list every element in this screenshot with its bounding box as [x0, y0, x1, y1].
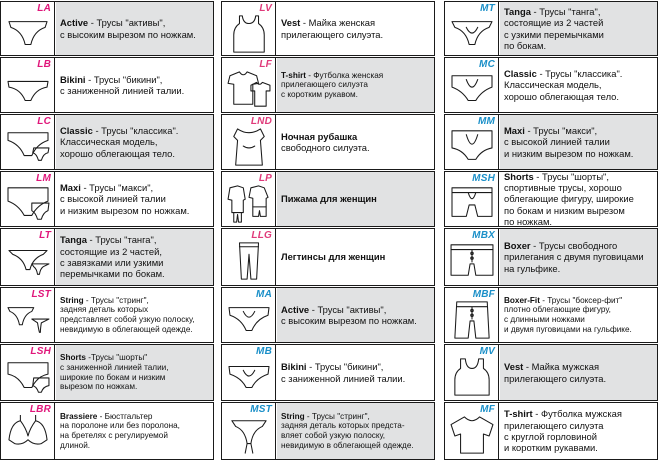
product-name: Bikini	[281, 361, 307, 373]
product-code: LV	[259, 3, 272, 14]
briefs-tanga-icon	[4, 241, 52, 281]
column-women-briefs	[0, 0, 214, 461]
product-description	[56, 58, 213, 112]
product-text	[281, 361, 405, 384]
product-thumbnail	[445, 229, 499, 285]
product-thumbnail	[1, 172, 55, 226]
product-text	[281, 131, 370, 154]
product-detail: - Трусы "танга", состоящие из 2 частей, с завязками или узкими перемычками по бокам.	[60, 234, 165, 280]
product-thumbnail	[1, 58, 55, 112]
product-text	[60, 182, 189, 216]
product-name: Boxer-Fit	[504, 295, 540, 305]
product-thumbnail	[1, 288, 55, 342]
product-detail: - Футболка женская прилегающего силуэта с коротким рукавом.	[281, 70, 384, 99]
product-name: Classic	[504, 68, 537, 80]
product-row-mb	[221, 344, 435, 401]
product-detail: - Трусы "бикини", с заниженной линией талии.	[281, 361, 406, 384]
product-thumbnail	[1, 345, 55, 400]
product-thumbnail	[445, 115, 499, 169]
product-name: Maxi	[504, 125, 525, 137]
product-code: LM	[36, 173, 51, 184]
briefs-men-tanga-icon	[448, 14, 496, 54]
product-description	[56, 403, 213, 459]
product-description	[277, 2, 434, 55]
product-description	[500, 229, 657, 285]
product-text	[504, 296, 632, 334]
nightgown-icon	[225, 127, 273, 167]
product-thumbnail	[1, 2, 55, 55]
product-row-lst	[0, 287, 214, 343]
briefs-men-active-icon	[225, 300, 273, 340]
product-thumbnail	[445, 2, 499, 55]
product-code: LLG	[251, 230, 272, 241]
product-name: Active	[60, 17, 89, 29]
product-name: Shorts	[504, 171, 534, 182]
product-text	[60, 353, 169, 391]
product-text	[281, 71, 383, 100]
product-text	[60, 234, 165, 279]
product-detail: - Трусы "бикини", с заниженной линией талии.	[60, 73, 185, 96]
product-thumbnail	[445, 172, 499, 226]
briefs-maxi-icon	[4, 184, 52, 224]
product-code: MSH	[472, 173, 495, 184]
boxer-fit-icon	[448, 300, 496, 340]
product-name: Brassiere	[60, 411, 98, 421]
product-code: MF	[480, 404, 495, 415]
product-code: LA	[37, 3, 51, 14]
product-name: Bikini	[60, 73, 86, 85]
product-detail: - Трусы "стринг", задняя деталь которых представляет собой узкую полоску, невидимую в облегающей одежде.	[60, 295, 195, 334]
product-code: MBX	[472, 230, 495, 241]
product-text	[281, 17, 383, 40]
product-code: MA	[256, 289, 272, 300]
column-women-tops-men-briefs	[221, 0, 435, 461]
tank-top-icon	[225, 14, 273, 54]
boxer-shorts-icon	[448, 184, 496, 224]
product-thumbnail	[445, 403, 499, 459]
product-text	[281, 412, 414, 450]
product-code: LBR	[29, 404, 51, 415]
product-code: MBF	[472, 289, 495, 300]
product-row-lt	[0, 228, 214, 286]
product-row-lm	[0, 171, 214, 227]
product-description	[500, 2, 657, 55]
product-detail: - Трусы "макси", с высокой линией талии и низким вырезом по ножкам.	[504, 125, 634, 159]
product-detail: - Трусы "классика". Классическая модель, хорошо облегающая тело.	[60, 125, 179, 159]
product-text	[504, 68, 622, 102]
product-description	[56, 345, 213, 400]
tshirt-women-icon	[225, 70, 273, 110]
briefs-men-classic-icon	[448, 70, 496, 110]
product-row-lbr	[0, 402, 214, 460]
product-thumbnail	[222, 115, 276, 169]
briefs-active-icon	[4, 14, 52, 54]
leggings-icon	[225, 241, 273, 281]
product-row-lsh	[0, 344, 214, 401]
product-name: Boxer	[504, 240, 531, 252]
product-row-mv	[444, 344, 658, 401]
product-description	[500, 58, 657, 112]
product-description	[56, 172, 213, 226]
product-description	[277, 115, 434, 169]
tshirt-men-icon	[448, 415, 496, 455]
product-row-lc	[0, 114, 214, 170]
product-text	[504, 240, 644, 274]
brassiere-icon	[4, 415, 52, 455]
product-row-lb	[0, 57, 214, 113]
product-name: Легтинсы для женщин	[281, 251, 386, 263]
product-detail: - Трусы "танга", состоящие из 2 частей с узкими перемычками по бокам.	[504, 5, 604, 51]
product-detail: - Бюстгальтер на поролоне или без поролона, на бретелях с регулируемой длиной.	[60, 411, 180, 450]
product-name: Shorts	[60, 353, 86, 363]
product-name: String	[60, 295, 84, 305]
product-text	[281, 251, 385, 262]
product-detail: -Трусы "шорты" с заниженной линией талии, широкие по бокам и низким вырезом по ножкам.	[60, 353, 169, 392]
product-text	[504, 408, 622, 453]
product-name: Пижама для женщин	[281, 193, 377, 205]
product-thumbnail	[1, 403, 55, 459]
product-thumbnail	[222, 403, 276, 459]
product-code: LC	[37, 116, 51, 127]
product-code: MM	[477, 116, 495, 127]
product-code: LT	[39, 230, 51, 241]
product-code: LSH	[30, 346, 51, 357]
product-text	[281, 304, 417, 327]
product-thumbnail	[222, 58, 276, 112]
product-detail: - Трусы "классика". Классическая модель, хорошо облегающая тело.	[504, 68, 623, 102]
product-row-mst	[221, 402, 435, 460]
product-row-mbf	[444, 287, 658, 343]
product-text	[281, 193, 377, 204]
product-row-mbx	[444, 228, 658, 286]
product-description	[56, 288, 213, 342]
product-description	[500, 345, 657, 400]
product-text	[60, 74, 184, 97]
product-code: MB	[256, 346, 272, 357]
product-detail: - Майка женская прилегающего силуэта.	[281, 17, 384, 40]
product-row-lp	[221, 171, 435, 227]
product-thumbnail	[222, 288, 276, 342]
product-detail: - Трусы "шорты", спортивные трусы, хорошо облегающие фигуру, широкие по бокам и низким вырезом по ножкам.	[504, 171, 634, 227]
briefs-shorts-icon	[4, 357, 52, 397]
boxer-icon	[448, 241, 496, 281]
product-code: LST	[31, 289, 51, 300]
product-row-la	[0, 1, 214, 56]
product-thumbnail	[445, 345, 499, 400]
product-text	[504, 6, 604, 51]
product-name: T-shirt	[281, 70, 307, 80]
product-detail: - Трусы "макси", с высокой линией талии и низким вырезом по ножкам.	[60, 182, 190, 216]
product-code: MST	[250, 404, 272, 415]
pajamas-icon	[225, 184, 273, 224]
product-code: MV	[479, 346, 495, 357]
product-detail: - Футболка мужская прилегающего силуэта с круглой горловиной и коротким рукавами.	[504, 408, 622, 454]
product-thumbnail	[1, 229, 55, 285]
product-code: MT	[480, 3, 495, 14]
briefs-bikini-icon	[4, 70, 52, 110]
product-text	[60, 125, 178, 159]
briefs-men-string-icon	[225, 415, 273, 455]
product-detail: - Майка мужская прилегающего силуэта.	[504, 361, 607, 384]
product-code: LB	[37, 59, 51, 70]
product-name: Vest	[504, 361, 524, 373]
product-row-mm	[444, 114, 658, 170]
product-description	[500, 115, 657, 169]
product-text	[504, 361, 606, 384]
product-description	[277, 403, 434, 459]
product-text	[60, 17, 196, 40]
product-name: Classic	[60, 125, 93, 137]
briefs-men-bikini-icon	[225, 357, 273, 397]
product-code: LF	[259, 59, 272, 70]
product-description	[277, 58, 434, 112]
product-row-ma	[221, 287, 435, 343]
product-detail: - Трусы "стринг", задняя деталь которых предста- вляет собой узкую полоску, невидимую в облегающей одежде.	[281, 411, 414, 450]
product-name: Vest	[281, 17, 301, 29]
product-text	[60, 412, 180, 450]
product-thumbnail	[445, 288, 499, 342]
briefs-classic-icon	[4, 127, 52, 167]
product-row-msh	[444, 171, 658, 227]
product-name: Active	[281, 303, 310, 315]
product-code: LP	[258, 173, 272, 184]
product-description	[500, 172, 657, 226]
product-row-mc	[444, 57, 658, 113]
product-description	[500, 403, 657, 459]
product-text	[60, 296, 195, 334]
product-thumbnail	[1, 115, 55, 169]
column-men	[444, 0, 658, 461]
product-description	[500, 288, 657, 342]
product-text	[504, 171, 634, 227]
product-description	[277, 345, 434, 400]
vest-men-icon	[448, 357, 496, 397]
product-description	[277, 229, 434, 285]
product-row-llg	[221, 228, 435, 286]
product-row-lnd	[221, 114, 435, 170]
product-name: Tanga	[504, 5, 531, 17]
product-thumbnail	[445, 58, 499, 112]
product-thumbnail	[222, 172, 276, 226]
product-description	[56, 115, 213, 169]
product-name: String	[281, 411, 305, 421]
product-detail: свободного силуэта.	[281, 142, 370, 153]
product-thumbnail	[222, 229, 276, 285]
product-detail: - Трусы "активы", с высоким вырезом по ножкам.	[281, 303, 417, 326]
product-code: MC	[479, 59, 495, 70]
product-detail: - Трусы "боксер-фит" плотно облегающие фигуру, с длинными ножками и двумя пуговицами на гульфике.	[504, 295, 632, 334]
product-name: Ночная рубашка	[281, 130, 358, 142]
product-name: T-shirt	[504, 408, 533, 420]
product-description	[56, 2, 213, 55]
product-detail: - Трусы "активы", с высоким вырезом по ножкам.	[60, 17, 196, 40]
product-detail: - Трусы свободного прилегания с двумя пуговицами на гульфике.	[504, 240, 644, 274]
product-description	[56, 229, 213, 285]
product-code: LND	[250, 116, 272, 127]
product-text	[504, 125, 633, 159]
product-name: Maxi	[60, 182, 81, 194]
product-row-lf	[221, 57, 435, 113]
briefs-men-maxi-icon	[448, 127, 496, 167]
product-thumbnail	[222, 2, 276, 55]
product-description	[277, 288, 434, 342]
product-name: Tanga	[60, 234, 87, 246]
product-row-lv	[221, 1, 435, 56]
product-description	[277, 172, 434, 226]
product-row-mf	[444, 402, 658, 460]
product-thumbnail	[222, 345, 276, 400]
product-row-mt	[444, 1, 658, 56]
briefs-string-icon	[4, 300, 52, 340]
